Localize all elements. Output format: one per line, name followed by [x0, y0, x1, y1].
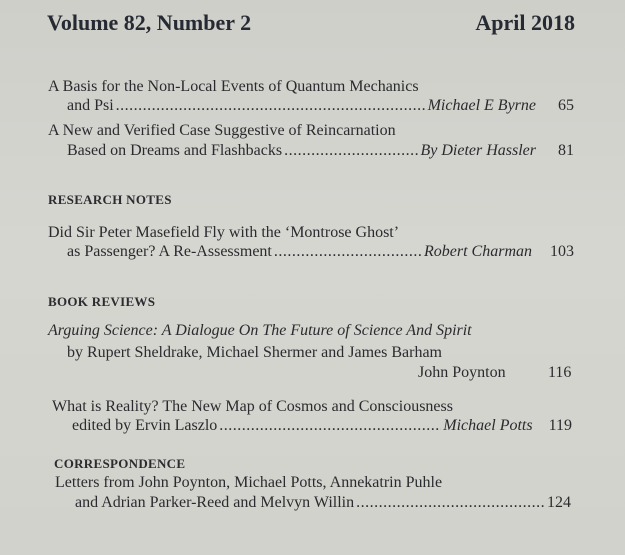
leader-dots	[116, 97, 426, 115]
section-heading-book-reviews: BOOK REVIEWS	[48, 294, 156, 309]
book-review-1-authors: by Rupert Sheldrake, Michael Shermer and James Barham	[67, 344, 442, 361]
leader-dots	[274, 243, 422, 261]
book-review-1-title: Arguing Science: A Dialogue On The Future of Science And Spirit	[48, 322, 472, 339]
research-note-1-author: Robert Charman	[424, 243, 532, 260]
leader-dots	[219, 417, 441, 435]
article-2-author: By Dieter Hassler	[420, 142, 536, 159]
article-1-title-line1: A Basis for the Non-Local Events of Quantum Mechanics	[48, 78, 419, 95]
article-1-title-line2: and Psi	[67, 97, 114, 114]
correspondence-entry	[75, 494, 571, 512]
book-review-1-reviewer: John Poynton	[418, 364, 506, 381]
book-review-2-editor: edited by Ervin Laszlo	[72, 417, 218, 434]
book-review-2-page: 119	[548, 417, 572, 434]
book-review-2-reviewer: Michael Potts	[443, 417, 533, 434]
volume-number: Volume 82, Number 2	[47, 10, 252, 35]
section-heading-research-notes: RESEARCH NOTES	[48, 192, 172, 207]
book-review-2-title: What is Reality? The New Map of Cosmos and Consciousness	[52, 398, 453, 415]
leader-dots	[284, 142, 418, 160]
leader-dots	[356, 494, 545, 512]
research-note-1-page: 103	[550, 243, 574, 260]
research-note-1-title-line1: Did Sir Peter Masefield Fly with the ‘Montrose Ghost’	[48, 224, 400, 241]
research-note-1-entry	[67, 243, 574, 261]
book-review-2-entry	[72, 417, 572, 435]
book-review-1-page: 116	[548, 364, 572, 381]
article-1-entry	[67, 97, 574, 115]
section-heading-correspondence: CORRESPONDENCE	[54, 456, 186, 471]
article-2-title-line1: A New and Verified Case Suggestive of Reincarnation	[48, 122, 396, 139]
issue-date: April 2018	[475, 10, 575, 35]
article-2-title-line2: Based on Dreams and Flashbacks	[67, 142, 283, 159]
research-note-1-title-line2: as Passenger? A Re-Assessment	[67, 243, 272, 260]
article-1-author: Michael E Byrne	[427, 97, 536, 114]
correspondence-page: 124	[547, 494, 571, 511]
article-1-page: 65	[558, 97, 574, 114]
article-2-page: 81	[558, 142, 574, 159]
correspondence-line1: Letters from John Poynton, Michael Potts, Annekatrin Puhle	[55, 474, 443, 491]
article-2-entry	[67, 142, 574, 160]
correspondence-line2: and Adrian Parker-Reed and Melvyn Willin	[75, 494, 355, 511]
